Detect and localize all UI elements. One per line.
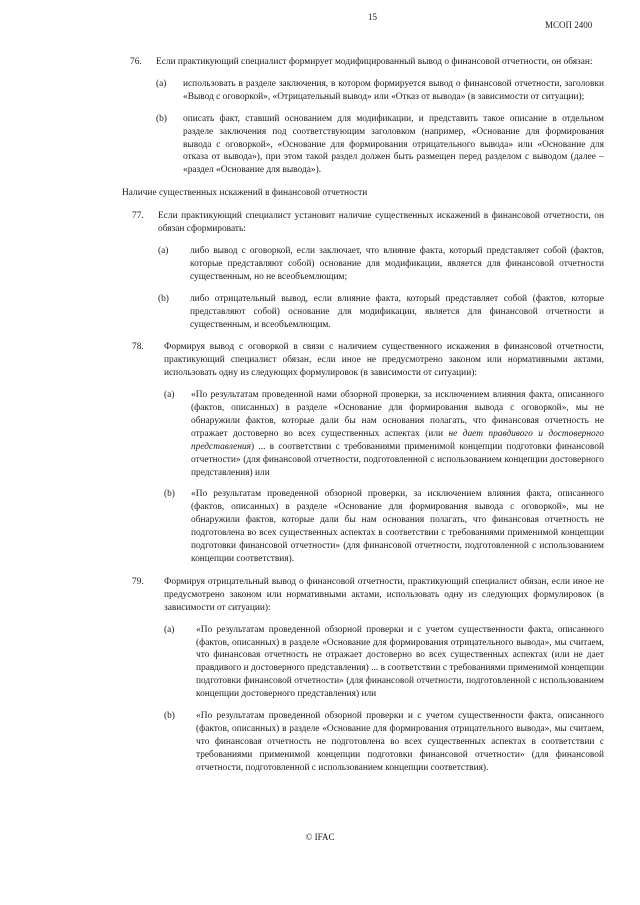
paragraph-78 [122,341,604,566]
paragraph-text: Если практикующий специалист установит наличие существенных искажений в финансовой отчетности, он обязан сформировать: [158,211,604,235]
list-item [156,78,604,104]
item-label: (a) [164,624,175,635]
list-item [158,245,604,284]
list-item [156,113,604,178]
item-label: (a) [164,390,175,401]
item-text: описать факт, ставший основанием для модификации, и представить такое описание в отдельном разделе заключения под соответствующим заголовком (например, «Основание для формирования вывода с оговоркой», «Основание для формирования отрицательного вывода» или «Основание для отказа от вывода»), при этом такой раздел должен быть размещен перед разделом с выводом (далее – «раздел «Основание для вывода»). [183,113,604,176]
item-text: либо отрицательный вывод, если влияние факта, который представляет собой (фактов, которые представляют собой) основание для модификации, является для финансовой отчетности и существенным, и всеобъемлющим. [190,293,604,330]
paragraph-77 [122,210,604,331]
list-item [164,389,604,479]
item-label: (a) [156,78,167,89]
document-code: МСОП 2400 [545,20,593,30]
paragraph-76 [122,56,604,177]
item-text: «По результатам проведенной обзорной проверки и с учетом существенности факта, описанного (фактов, описанных) в разделе «Основание для формирования отрицательного вывода», мы считаем, что финансовая отчетность не отражает достоверно во всех существенных аспектах (или не дает правдивого и достоверного представления) ... в соответствии с требованиями применимой концепции подготовки финансовой отчетности» (для финансовой отчетности, подготовленной с использованием концепции достоверного представления) или [196,624,604,700]
paragraph-number: 77. [132,211,144,222]
paragraph-number: 78. [132,342,144,353]
copyright-footer: © IFAC [305,832,335,842]
paragraph-text: Если практикующий специалист формирует модифицированный вывод о финансовой отчетности, он обязан: [156,57,593,67]
item-text-start: «По результатам проведенной нами обзорной проверки, за исключением влияния факта, описанного (фактов, описанных) в разделе «Основание для формирования вывода с оговоркой», мы не обнаружили фактов, которые дали бы нам основания полагать, что финансовая отчетность не отражает достоверно во всех существенных аспектах (или [191,390,604,439]
item-label: (b) [164,489,175,500]
item-label: (b) [158,293,169,304]
item-text: «По результатам проведенной обзорной проверки, за исключением влияния факта, описанного (фактов, описанных) в разделе «Основание для формирования вывода с оговоркой», мы не обнаружили фактов, которые дали бы нам основания полагать, что финансовая отчетность не подготовлена во всех существенных аспектах в соответствии с требованиями применимой концепции подготовки финансовой отчетности» (для финансовой отчетности, подготовленной с использованием концепции соответствия). [191,489,604,564]
page-number: 15 [368,12,377,22]
list-item [164,624,604,701]
paragraph-79 [122,576,604,775]
item-text: использовать в разделе заключения, в котором формируется вывод о финансовой отчетности, заголовки «Вывод с оговоркой», «Отрицательный вывод» или «Отказ от вывода» (в зависимости от ситуации); [183,78,604,102]
item-text: «По результатам проведенной обзорной проверки и с учетом существенности факта, описанного (фактов, описанных) в разделе «Основание для формирования отрицательного вывода», мы считаем, что финансовая отчетность не подготовлена во всех существенных аспектах в соответствии с требованиями применимой концепции подготовки финансовой отчетности» (для финансовой отчетности, подготовленной с использованием концепции соответствия). [196,711,604,773]
item-label: (a) [158,245,169,256]
paragraph-number: 79. [132,576,144,587]
item-label: (b) [164,711,175,722]
list-item [164,488,604,565]
list-item [164,710,604,775]
paragraph-text: Формируя вывод с оговоркой в связи с наличием существенного искажения в финансовой отчетности, практикующий специалист обязан, если иное не предусмотрено законом или нормативными актами, использовать одну из следующих формулировок (в зависимости от ситуации): [164,342,604,379]
section-subheading: Наличие существенных искажений в финансовой отчетности [122,188,368,199]
list-item [158,293,604,332]
item-text: либо вывод с оговоркой, если заключает, что влияние факта, который представляет собой (фактов, которые представляют собой) основание для модификации, является для финансовой отчетности существенным, но не всеобъемлющим; [190,245,604,282]
italic-phrase: не дает правдивого и достоверного представления [191,428,604,452]
document-body [122,56,604,785]
paragraph-text: Формируя отрицательный вывод о финансовой отчетности, практикующий специалист обязан, если иное не предусмотрено законом или нормативными актами, использовать одну из следующих формулировок (в зависимости от ситуации): [164,576,604,613]
item-text-end: ) ... в соответствии с требованиями применимой концепции подготовки финансовой отчетности» (для финансовой отчетности, подготовленной с использованием концепции достоверного представления) или [191,441,604,478]
paragraph-number: 76. [130,57,142,67]
item-label: (b) [156,113,167,124]
item-text [191,389,604,479]
